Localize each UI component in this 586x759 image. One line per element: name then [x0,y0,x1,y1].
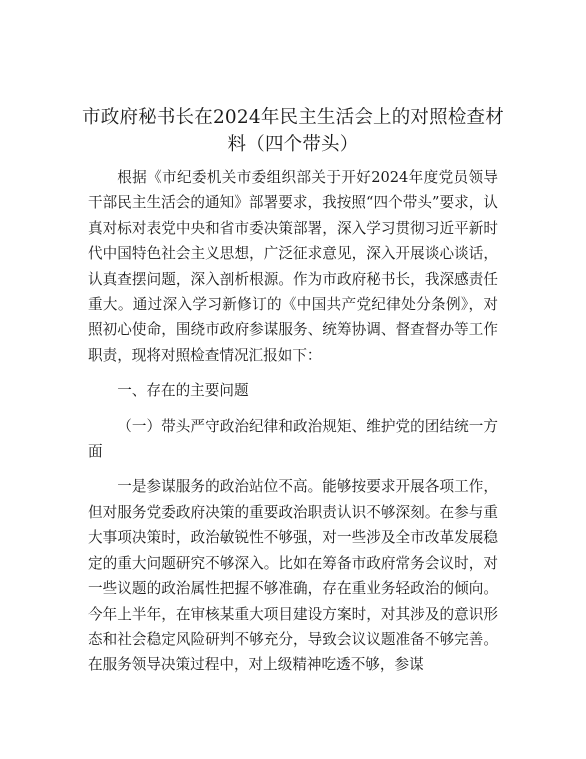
intro-paragraph: 根据《市纪委机关市委组织部关于开好2024年度党员领导干部民主生活会的通知》部署要求，我按照“四个带头”要求，认真对标对表党中央和省市委决策部署，深入学习贯彻习近平新时代中国特色社会主义思想，广泛征求意见，深入开展谈心谈话，认真查摆问题，深入剖析根源。作为市政府秘书长，我深感责任重大。通过深入学习新修订的《中国共产党纪律处分条例》，对照初心使命，围绕市政府参谋服务、统筹协调、督查督办等工作职责，现将对照检查情况汇报如下： [88,169,498,364]
section-heading: 一、存在的主要问题 [117,382,249,400]
document-body [88,165,498,684]
subsection-heading: （一）带头严守政治纪律和政治规矩、维护党的团结统一方面 [88,417,498,461]
body-paragraph: 一是参谋服务的政治站位不高。能够按要求开展各项工作，但对服务党委政府决策的重要政治职责认识不够深刻。在参与重大事项决策时，政治敏锐性不够强，对一些涉及全市改革发展稳定的重大问题研究不够深入。比如在筹备市政府常务会议时，对一些议题的政治属性把握不够准确，存在重业务轻政治的倾向。今年上半年，在审核某重大项目建设方案时，对其涉及的意识形态和社会稳定风险研判不够充分，导致会议议题准备不够完善。在服务领导决策过程中，对上级精神吃透不够，参谋 [88,478,498,674]
document-title: 市政府秘书长在2024年民主生活会上的对照检查材料（四个带头） [82,107,504,155]
